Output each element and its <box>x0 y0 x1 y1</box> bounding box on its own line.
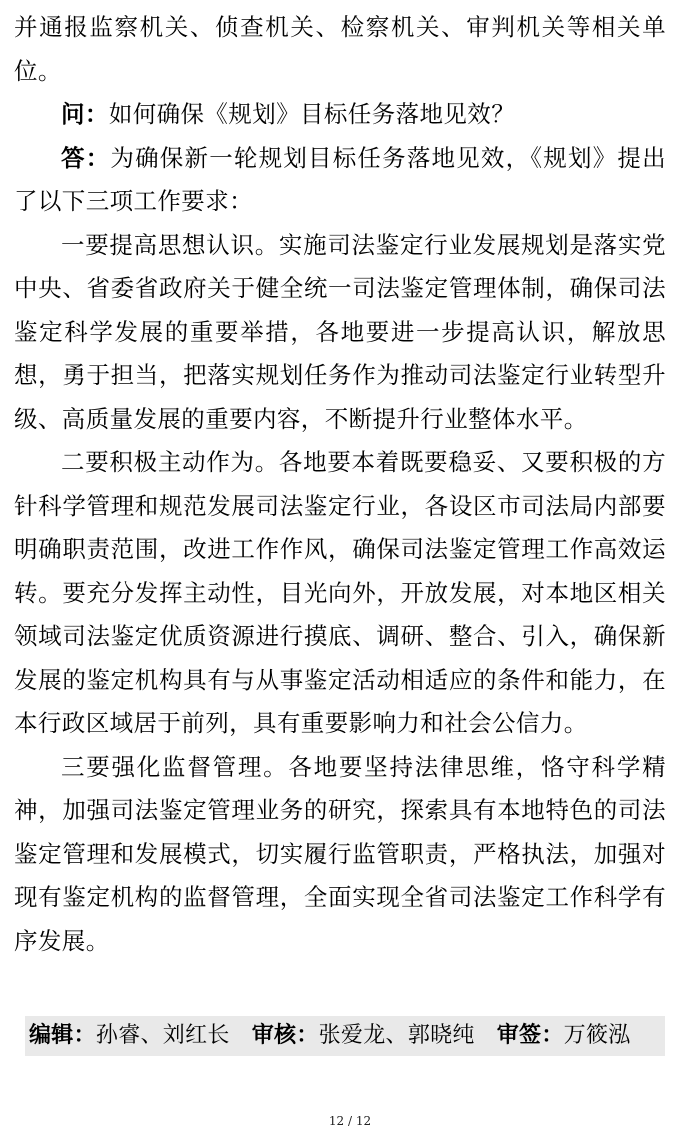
answer-text: 为确保新一轮规划目标任务落地见效，《规划》提出了以下三项工作要求： <box>14 143 666 215</box>
question-label: 问： <box>61 100 109 128</box>
question-paragraph <box>14 93 666 137</box>
document-body <box>14 6 666 963</box>
reviewer-credit <box>252 1023 475 1048</box>
continuation-line: 并通报监察机关、侦查机关、检察机关、审判机关等相关单位。 <box>14 13 666 85</box>
approver-names: 万筱泓 <box>563 1023 631 1048</box>
credits-bar <box>25 1016 665 1056</box>
question-text: 如何确保《规划》目标任务落地见效？ <box>108 100 516 128</box>
approver-credit <box>497 1023 631 1048</box>
page-number: 12 / 12 <box>328 1114 372 1128</box>
answer-paragraph <box>14 137 666 224</box>
reviewer-label: 审核： <box>251 1023 319 1048</box>
requirement-paragraph-2: 二要积极主动作为。各地要本着既要稳妥、又要积极的方针科学管理和规范发展司法鉴定行业，各设区市司法局内部要明确职责范围，改进工作作风，确保司法鉴定管理工作高效运转。要充分发挥主动性，目光向外，开放发展，对本地区相关领域司法鉴定优质资源进行摸底、调研、整合、引入，确保新发展的鉴定机构具有与从事鉴定活动相适应的条件和能力，在本行政区域居于前列，具有重要影响力和社会公信力。 <box>14 448 666 737</box>
editor-credit <box>29 1023 230 1048</box>
reviewer-names: 张爱龙、郭晓纯 <box>318 1023 475 1048</box>
editor-names: 孙睿、刘红长 <box>95 1023 230 1048</box>
approver-label: 审签： <box>496 1023 564 1048</box>
answer-label: 答： <box>61 143 111 172</box>
requirement-paragraph-3: 三要强化监督管理。各地要坚持法律思维，恪守科学精神，加强司法鉴定管理业务的研究，探索具有本地特色的司法鉴定管理和发展模式，切实履行监管职责，严格执法，加强对现有鉴定机构的监督管理，全面实现全省司法鉴定工作科学有序发展。 <box>14 752 666 955</box>
editor-label: 编辑： <box>29 1023 96 1048</box>
requirement-paragraph-1: 一要提高思想认识。实施司法鉴定行业发展规划是落实党中央、省委省政府关于健全统一司法鉴定管理体制，确保司法鉴定科学发展的重要举措，各地要进一步提高认识，解放思想，勇于担当，把落实规划任务作为推动司法鉴定行业转型升级、高质量发展的重要内容，不断提升行业整体水平。 <box>14 230 666 433</box>
